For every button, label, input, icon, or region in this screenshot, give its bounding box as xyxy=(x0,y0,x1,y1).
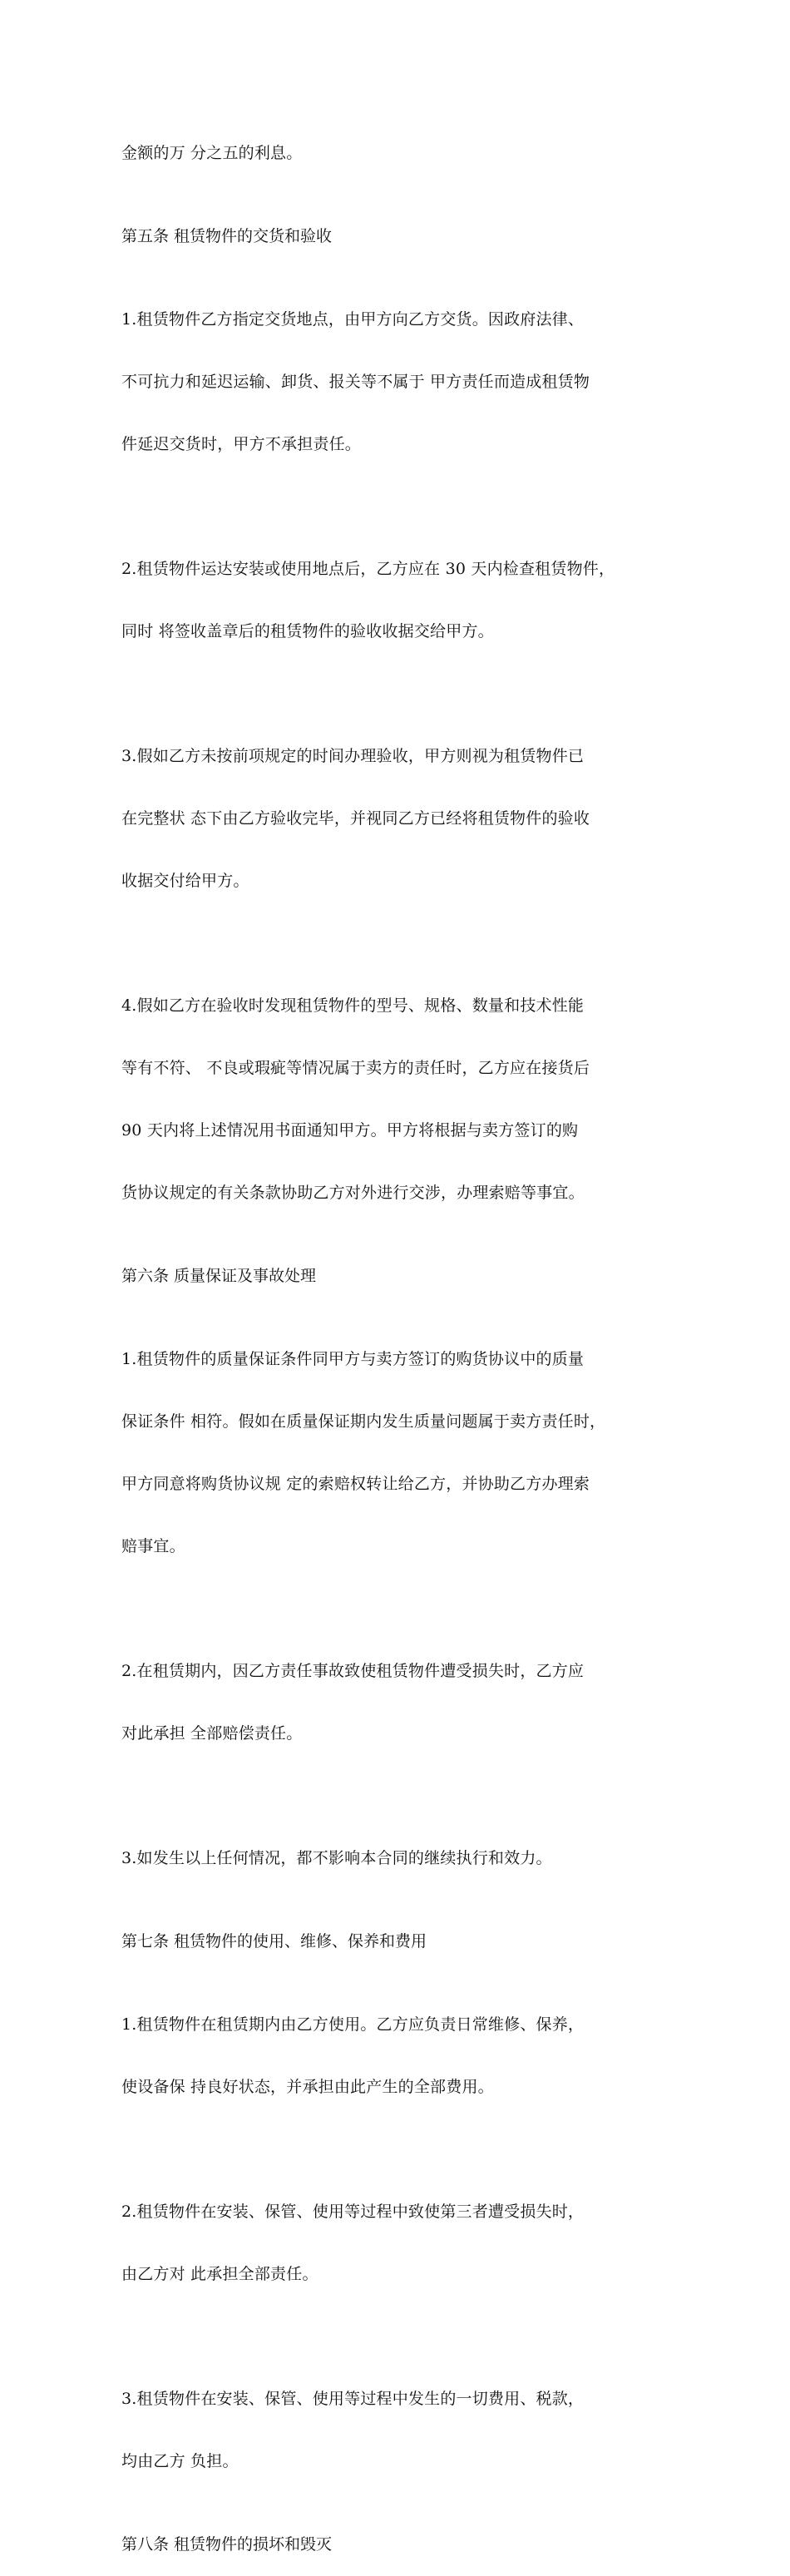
text-line: 在完整状 态下由乙方验收完毕，并视同乙方已经将租赁物件的验收 xyxy=(121,809,590,828)
text-line: 货协议规定的有关条款协助乙方对外进行交涉，办理索赔等事宜。 xyxy=(121,1184,585,1202)
text-line: 不可抗力和延迟运输、卸货、报关等不属于 甲方责任而造成租赁物 xyxy=(121,373,590,391)
text-line: 件延迟交货时，甲方不承担责任。 xyxy=(121,435,362,453)
text-line: 收据交付给甲方。 xyxy=(121,872,249,890)
article-5-heading: 第五条 租赁物件的交货和验收 xyxy=(121,227,333,245)
text-line: 3.假如乙方未按前项规定的时间办理验收，甲方则视为租赁物件已 xyxy=(121,747,585,765)
text-line: 甲方同意将购货协议规 定的索赔权转让给乙方，并协助乙方办理索 xyxy=(121,1475,590,1493)
text-line: 3.租赁物件在安装、保管、使用等过程中发生的一切费用、税款， xyxy=(121,2390,585,2408)
article-6-heading: 第六条 质量保证及事故处理 xyxy=(121,1267,317,1285)
document-page xyxy=(121,101,695,2576)
text-line: 等有不符、 不良或瑕疵等情况属于卖方的责任时，乙方应在接货后 xyxy=(121,1059,590,1077)
article-7-clause-3 xyxy=(121,2347,695,2514)
text-line: 4.假如乙方在验收时发现租赁物件的型号、规格、数量和技术性能 xyxy=(121,996,585,1015)
article-5-clause-1 xyxy=(121,268,695,497)
text-line: 3.如发生以上任何情况，都不影响本合同的继续执行和效力。 xyxy=(121,1849,552,1867)
article-7-heading: 第七条 租赁物件的使用、维修、保养和费用 xyxy=(121,1932,427,1951)
text-line: 金额的万 分之五的利息。 xyxy=(121,144,303,162)
text-line: 2.在租赁期内，因乙方责任事故致使租赁物件遭受损失时，乙方应 xyxy=(121,1662,585,1680)
article-6-clause-2 xyxy=(121,1619,695,1786)
article-7-clause-2 xyxy=(121,2160,695,2326)
text-line: 使设备保 持良好状态，并承担由此产生的全部费用。 xyxy=(121,2078,494,2096)
text-line: 2.租赁物件在安装、保管、使用等过程中致使第三者遭受损失时， xyxy=(121,2203,585,2221)
text-line: 90 天内将上述情况用书面通知甲方。甲方将根据与卖方签订的购 xyxy=(121,1121,579,1140)
text-line: 赔事宜。 xyxy=(121,1537,185,1555)
text-line: 同时 将签收盖章后的租赁物件的验收收据交给甲方。 xyxy=(121,622,494,640)
text-line: 1.租赁物件在租赁期内由乙方使用。乙方应负责日常维修、保养， xyxy=(121,2015,585,2034)
text-line: 1.租赁物件的质量保证条件同甲方与卖方签订的购货协议中的质量 xyxy=(121,1350,585,1368)
article-6-clause-1 xyxy=(121,1308,695,1599)
text-line: 由乙方对 此承担全部责任。 xyxy=(121,2265,318,2283)
article-5-clause-4 xyxy=(121,954,695,1245)
text-line: 对此承担 全部赔偿责任。 xyxy=(121,1724,303,1743)
text-line: 2.租赁物件运达安装或使用地点后，乙方应在 30 天内检查租赁物件， xyxy=(121,560,615,578)
text-line: 1.租赁物件乙方指定交货地点，由甲方向乙方交货。因政府法律、 xyxy=(121,310,585,329)
article-5-clause-2 xyxy=(121,517,695,684)
text-line: 均由乙方 负担。 xyxy=(121,2452,239,2470)
article-6-clause-3 xyxy=(121,1807,695,1911)
paragraph-interest-tail xyxy=(121,101,695,205)
article-8-heading: 第八条 租赁物件的损坏和毁灭 xyxy=(121,2535,333,2554)
article-7-clause-1 xyxy=(121,1973,695,2139)
text-line: 保证条件 相符。假如在质量保证期内发生质量问题属于卖方责任时， xyxy=(121,1412,606,1431)
article-5-clause-3 xyxy=(121,705,695,933)
